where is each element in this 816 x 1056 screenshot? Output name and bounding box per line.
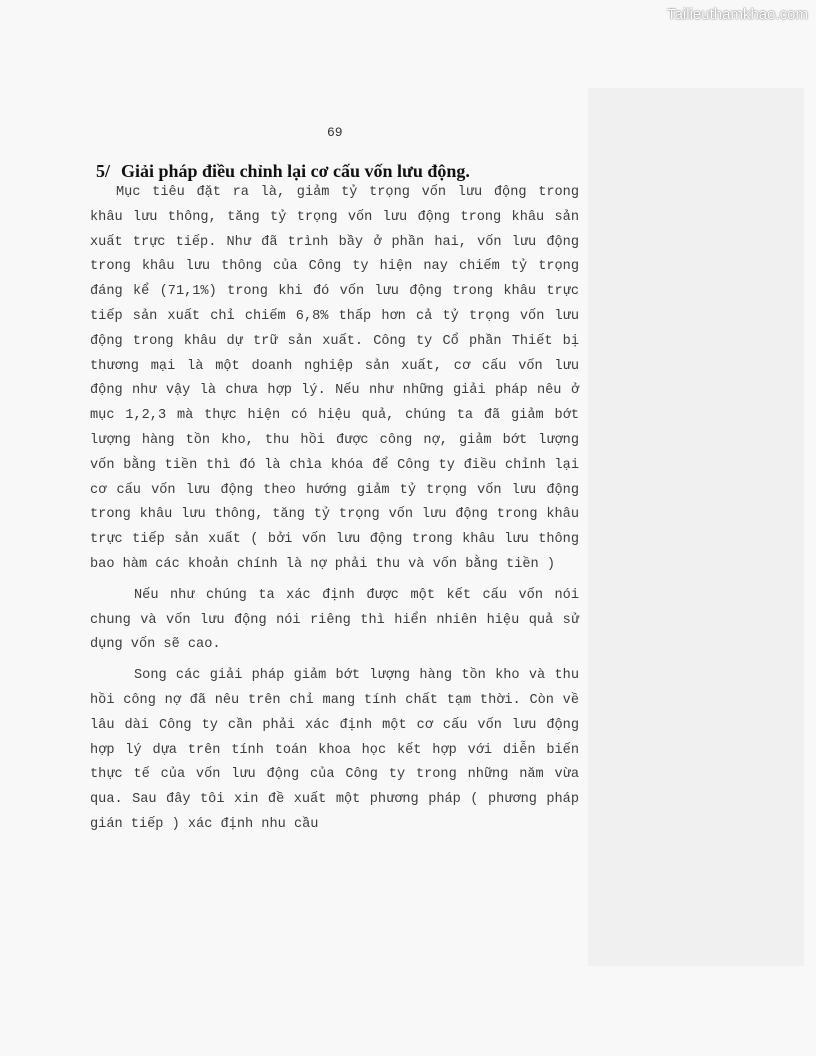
page-number: 69 — [327, 125, 343, 140]
section-title: Giải pháp điều chỉnh lại cơ cấu vốn lưu động. — [121, 161, 470, 181]
section-heading — [96, 161, 576, 182]
section-number: 5/ — [96, 161, 111, 181]
paragraph: Song các giải pháp giảm bớt lượng hàng tồn kho và thu hồi công nợ đã nêu trên chỉ mang tính chất tạm thời. Còn về lâu dài Công ty cần phải xác định một cơ cấu vốn lưu động hợp lý dựa trên tính toán khoa học kết hợp với diễn biến thực tế của vốn lưu động của Công ty trong những năm vừa qua. Sau đây tôi xin đề xuất một phương pháp ( phương pháp gián tiếp ) xác định nhu cầu — [90, 668, 579, 832]
paragraph: Nếu như chúng ta xác định được một kết cấu vốn nói chung và vốn lưu động nói riêng thì hiển nhiên hiệu quả sử dụng vốn sẽ cao. — [90, 587, 579, 653]
side-panel — [588, 88, 804, 966]
site-watermark: Tailieuthamkhao.com — [667, 6, 808, 23]
body-text — [90, 181, 579, 838]
paragraph: Mục tiêu đặt ra là, giảm tỷ trọng vốn lưu động trong khâu lưu thông, tăng tỷ trọng vốn lưu động trong khâu sản xuất trực tiếp. Như đã trình bầy ở phần hai, vốn lưu động trong khâu lưu thông của Công ty hiện nay chiếm tỷ trọng đáng kể (71,1%) trong khi đó vốn lưu động trong khâu trực tiếp sản xuất chỉ chiếm 6,8% thấp hơn cả tỷ trọng vốn lưu động trong khâu dự trữ sản xuất. Công ty Cổ phần Thiết bị thương mại là một doanh nghiệp sản xuất, cơ cấu vốn lưu động như vậy là chưa hợp lý. Nếu như những giải pháp nêu ở mục 1,2,3 mà thực hiện có hiệu quả, chúng ta đã giảm bớt lượng hàng tồn kho, thu hồi được công nợ, giảm bớt lượng vốn bằng tiền thì đó là chìa khóa để Công ty điều chỉnh lại cơ cấu vốn lưu động theo hướng giảm tỷ trọng vốn lưu động trong khâu lưu thông, tăng tỷ trọng vốn lưu động trong khâu trực tiếp sản xuất ( bởi vốn lưu động trong khâu lưu thông bao hàm các khoản chính là nợ phải thu và vốn bằng tiền ) — [90, 185, 579, 572]
